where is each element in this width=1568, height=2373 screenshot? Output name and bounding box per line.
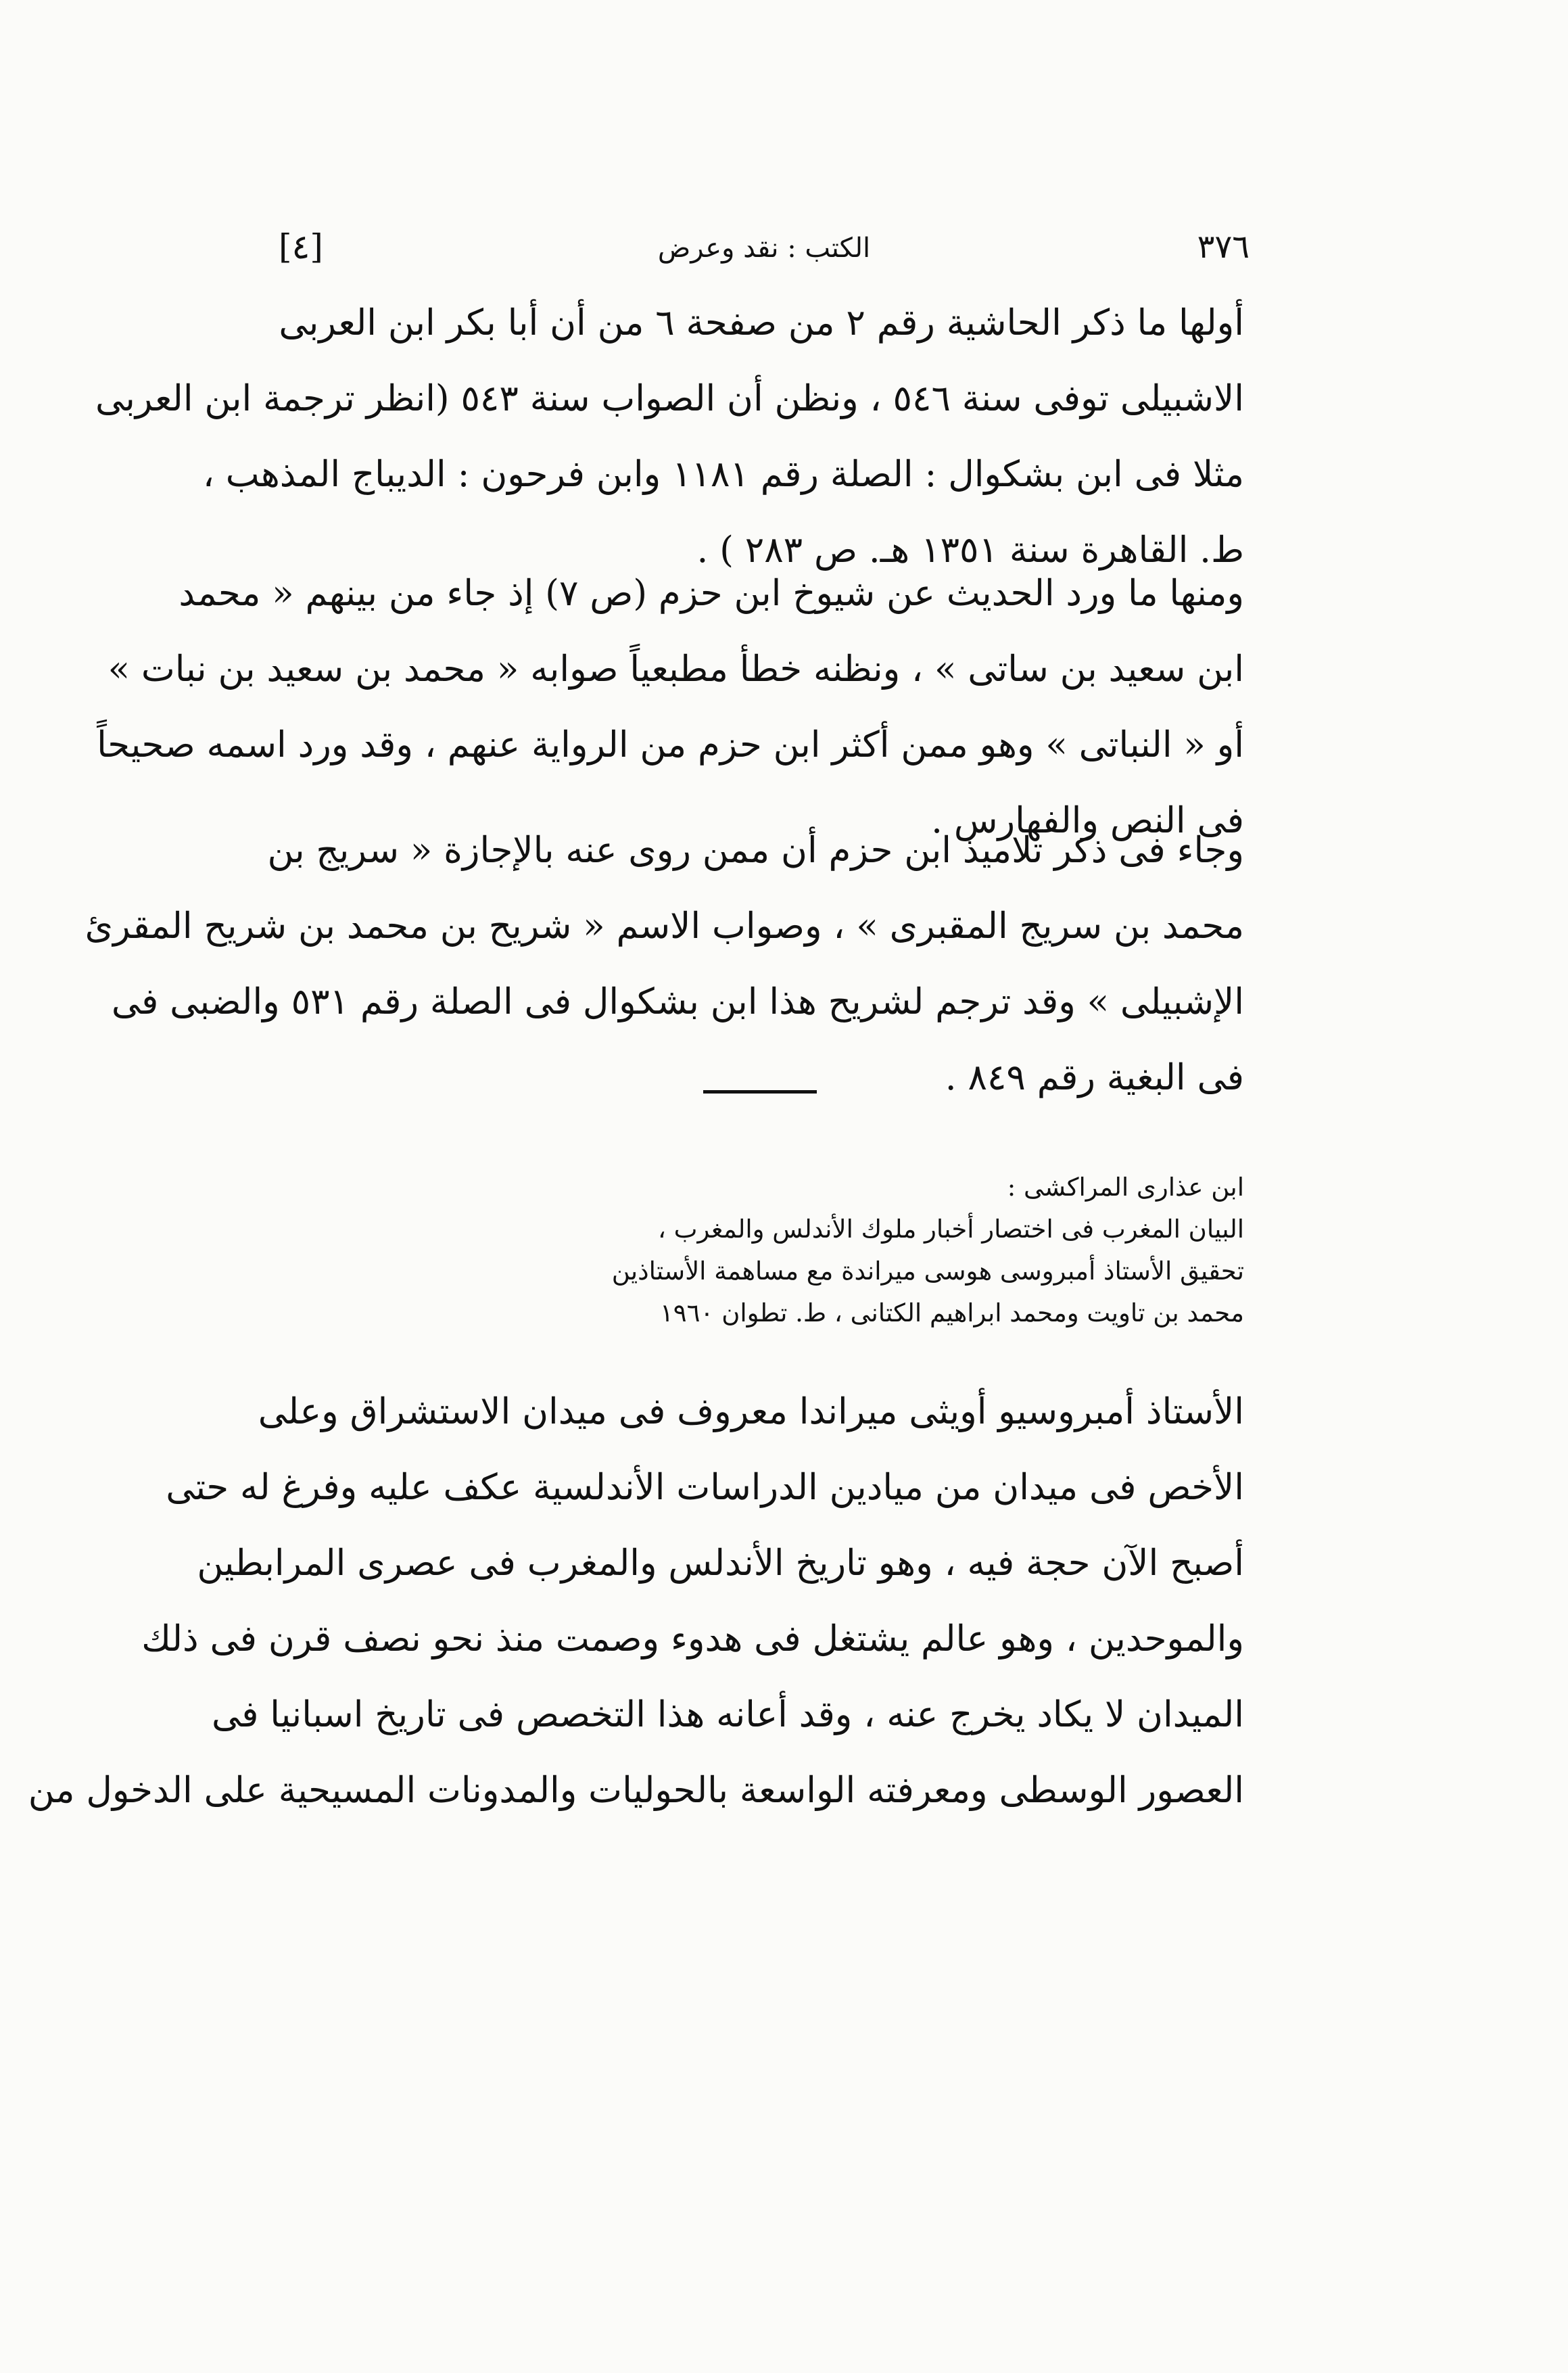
text-line: الإشبيلى » وقد ترجم لشريح هذا ابن بشكوال فى الصلة رقم ٥٣١ والضبى فى — [111, 981, 1244, 1023]
running-title: الكتب : نقد وعرض — [657, 233, 871, 264]
text-line: ابن سعيد بن ساتى » ، ونظنه خطأ مطبعياً صوابه « محمد بن سعيد بن نبات » — [108, 649, 1244, 690]
citation-publication: محمد بن تاويت ومحمد ابراهيم الكتانى ، ط. تطوان ١٩٦٠ — [659, 1298, 1244, 1328]
text-line: الأخص فى ميدان من ميادين الدراسات الأندلسية عكف عليه وفرغ له حتى — [166, 1467, 1244, 1508]
text-line: ومنها ما ورد الحديث عن شيوخ ابن حزم (ص ٧) إذ جاء من بينهم « محمد — [179, 573, 1244, 614]
text-line: أولها ما ذكر الحاشية رقم ٢ من صفحة ٦ من أن أبا بكر ابن العربى — [279, 302, 1244, 344]
citation-editor: تحقيق الأستاذ أمبروسى هوسى ميراندة مع مساهمة الأستاذين — [611, 1256, 1244, 1286]
text-line: والموحدين ، وهو عالم يشتغل فى هدوء وصمت منذ نحو نصف قرن فى ذلك — [141, 1618, 1244, 1660]
text-line: وجاء فى ذكر تلاميذ ابن حزم أن ممن روى عنه بالإجازة « سريج بن — [267, 830, 1244, 871]
text-line: العصور الوسطى ومعرفته الواسعة بالحوليات والمدونات المسيحية على الدخول من — [28, 1770, 1244, 1811]
text-line: ط. القاهرة سنة ١٣٥١ هـ. ص ٢٨٣ ) . — [696, 530, 1244, 571]
page-number: ٣٧٦ — [1197, 228, 1250, 266]
running-header — [279, 220, 1250, 274]
text-line: أو « النباتى » وهو ممن أكثر ابن حزم من الرواية عنهم ، وقد ورد اسمه صحيحاً — [97, 724, 1244, 766]
book-citation — [284, 1167, 1244, 1334]
paragraph-3 — [85, 813, 1244, 1116]
text-line: فى النص والفهارس . — [931, 800, 1244, 841]
citation-author: ابن عذارى المراكشى : — [1007, 1173, 1244, 1202]
section-number: [٤] — [279, 227, 323, 266]
text-line: محمد بن سريج المقبرى » ، وصواب الاسم « شريح بن محمد بن شريح المقرئ — [85, 906, 1244, 947]
paragraph-1 — [95, 285, 1244, 588]
review-paragraph — [28, 1374, 1244, 1829]
text-line: فى البغية رقم ٨٤٩ . — [945, 1057, 1244, 1098]
text-line: الاشبيلى توفى سنة ٥٤٦ ، ونظن أن الصواب سنة ٥٤٣ (انظر ترجمة ابن العربى — [95, 378, 1244, 419]
section-divider — [703, 1090, 817, 1094]
citation-title: البيان المغرب فى اختصار أخبار ملوك الأندلس والمغرب ، — [657, 1215, 1244, 1244]
text-line: الميدان لا يكاد يخرج عنه ، وقد أعانه هذا التخصص فى تاريخ اسبانيا فى — [211, 1694, 1244, 1735]
text-line: أصبح الآن حجة فيه ، وهو تاريخ الأندلس والمغرب فى عصرى المرابطين — [197, 1543, 1244, 1584]
text-line: الأستاذ أمبروسيو أويثى ميراندا معروف فى ميدان الاستشراق وعلى — [258, 1391, 1244, 1432]
text-line: مثلا فى ابن بشكوال : الصلة رقم ١١٨١ وابن فرحون : الديباج المذهب ، — [202, 454, 1244, 495]
